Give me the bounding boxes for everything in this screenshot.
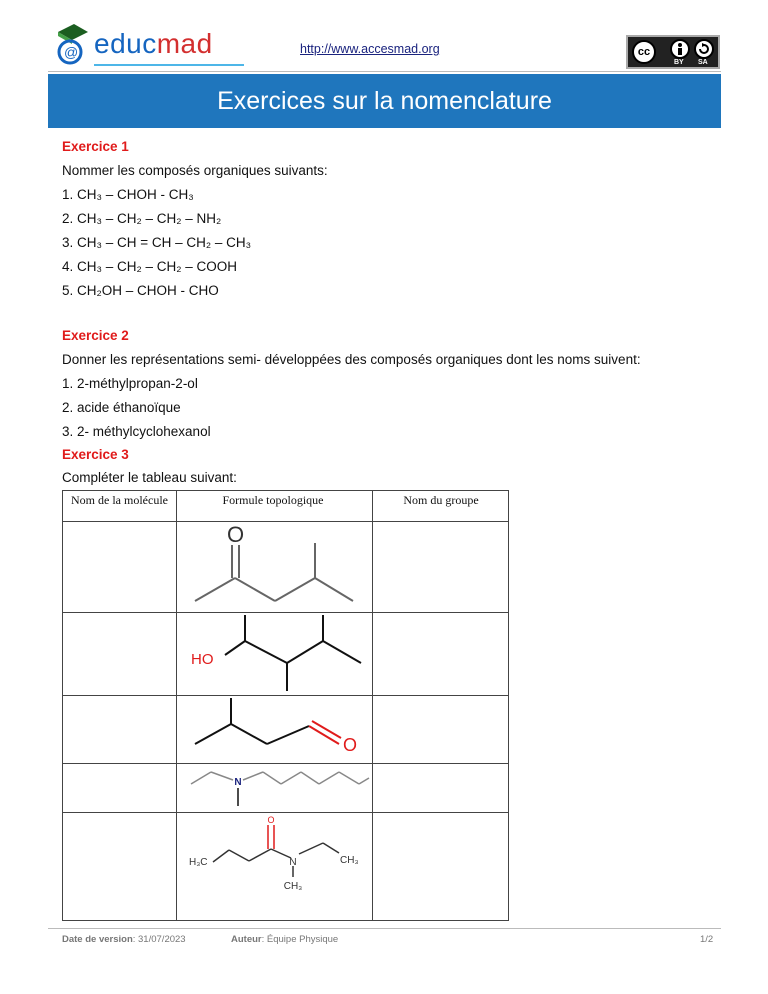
column-header-formula: Formule topologique [222, 493, 324, 507]
exercise-2-item: 1. 2-méthylpropan-2-ol [62, 376, 198, 391]
molecule-5-nitrogen-label: N [289, 857, 297, 868]
molecule-1-formula [183, 523, 363, 611]
exercise-2-item: 3. 2- méthylcyclohexanol [62, 424, 211, 439]
molecule-3-oxygen-label: O [343, 735, 358, 755]
footer-version-date: Date de version: 31/07/2023 [62, 934, 186, 945]
exercise-3-prompt: Compléter le tableau suivant: [62, 470, 237, 485]
exercise-1-item: 4. CH₃ – CH₂ – CH₂ – COOH [62, 259, 238, 274]
exercise-1-prompt: Nommer les composés organiques suivants: [62, 163, 328, 178]
exercise-1-item: 3. CH₃ – CH = CH – CH₂ – CH₃ [62, 235, 252, 250]
molecule-5-oxygen-label: O [267, 815, 275, 825]
footer-author: Auteur: Équipe Physique [231, 934, 339, 945]
exercise-2-prompt: Donner les représentations semi- développées des composés organiques dont les noms suivent: [62, 352, 641, 367]
attribution-icon [670, 39, 690, 59]
exercise-3-heading: Exercice 3 [62, 447, 129, 462]
educmad-logo [52, 22, 213, 72]
site-link[interactable]: http://www.accesmad.org [300, 42, 440, 56]
footer-page-number: 1/2 [700, 934, 714, 945]
molecule-4-nitrogen-label: N [234, 777, 242, 788]
molecule-table [62, 490, 509, 921]
exercise-1-item: 1. CH₃ – CHOH - CH₃ [62, 187, 194, 202]
exercise-1-heading: Exercice 1 [62, 139, 129, 154]
by-label: BY [674, 59, 684, 66]
molecule-5-methyl-right-label: CH₃ [340, 855, 359, 866]
footer-divider [48, 928, 721, 929]
logo-mascot-icon [52, 22, 92, 66]
sa-label: SA [698, 59, 708, 66]
molecule-3-formula [183, 696, 373, 762]
logo-text: educmad [94, 28, 213, 59]
molecule-5-methyl-bottom-label: CH₃ [283, 881, 303, 892]
molecule-2-formula [183, 613, 373, 693]
header-divider [48, 71, 721, 72]
column-header-name: Nom de la molécule [71, 493, 168, 507]
molecule-5-formula [183, 813, 373, 920]
molecule-4-formula [183, 764, 373, 811]
page-title: Exercices sur la nomenclature [217, 87, 552, 115]
molecule-2-hydroxyl-label: HO [191, 651, 214, 668]
logo-underline [94, 64, 244, 66]
molecule-5-methyl-left-label: H₃C [189, 857, 208, 868]
exercise-2-heading: Exercice 2 [62, 328, 129, 343]
cc-icon: cc [632, 40, 656, 64]
share-alike-icon [694, 39, 714, 59]
exercise-1-item: 2. CH₃ – CH₂ – CH₂ – NH₂ [62, 211, 222, 226]
title-banner [48, 74, 721, 128]
column-header-group: Nom du groupe [403, 493, 479, 507]
cc-by-sa-badge [626, 35, 720, 69]
svg-text:@: @ [64, 44, 79, 60]
exercise-1-item: 5. CH₂OH – CHOH - CHO [62, 283, 219, 298]
exercise-2-item: 2. acide éthanoïque [62, 400, 181, 415]
molecule-1-oxygen-label: O [226, 523, 245, 547]
